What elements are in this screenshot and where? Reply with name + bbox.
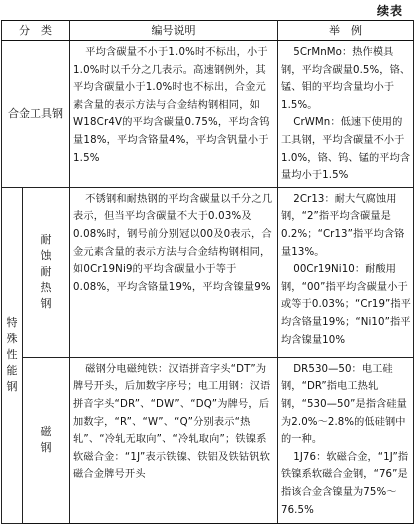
special-steel-label: 特殊性能钢 [6, 316, 18, 394]
table-row-magnetic [2, 357, 414, 523]
table-row-alloy-tool-steel [2, 41, 414, 188]
description-text: 平均含碳量不小于1.0%时不标出，小于1.0%时以千分之几表示。高速钢例外，其平均含碳量小于1.0%时也不标出，合金元素含量的表示方法与合金结构钢相同，如W18Cr4V的平均含碳量0.75%，平均含钨量18%，平均含铬量4%，平均含钒量小于1.5% [73, 47, 270, 164]
subcategory-stainless [23, 187, 70, 357]
example-alloy-tool-steel [278, 41, 414, 188]
table-row-stainless [2, 187, 414, 357]
header-description: 编号说明 [70, 21, 278, 41]
subcategory-magnetic [23, 357, 70, 523]
example-text-1: 2Cr13：耐大气腐蚀用钢，“2”指平均含碳量是0.2%；“Cr13”指平均含铬量13%。 [281, 193, 405, 258]
subcategory-stainless-label: 耐蚀耐热钢 [40, 233, 52, 311]
description-alloy-tool-steel [70, 41, 278, 188]
category-special-steel [2, 187, 23, 523]
example-magnetic [278, 357, 414, 523]
description-stainless [70, 187, 278, 357]
example-text-2: 1J76：软磁合金，“1J”指铁镍系软磁合金钢，“76”是指该合金含镍量为75%～76.5% [281, 451, 409, 516]
category-alloy-tool-steel: 合金工具钢 [2, 41, 70, 188]
description-magnetic [70, 357, 278, 523]
continued-label: 续表 [376, 4, 403, 18]
subcategory-magnetic-label: 磁钢 [40, 425, 52, 455]
example-text-2: 00Cr19Ni10：耐酸用钢，“00”指平均含碳量小于或等于0.03%；“Cr19”指平均含铬量19%；“Ni10”指平均含镍量10% [281, 264, 412, 346]
example-text-1: DR530—50：电工硅钢，“DR”指电工热轧钢，“530—50”是指含硅量为2.0%～2.8%的低硅钢中的一种。 [281, 363, 407, 446]
example-stainless [278, 187, 414, 357]
example-text-2: CrWMn：低速下使用的工具钢，平均含碳量不小于1.0%，铬、钨、锰的平均含量均小于1.5% [281, 117, 411, 182]
example-text-1: 5CrMnMo：热作模具钢，平均含碳量0.5%，铬、锰、钼的平均含量均小于1.5%。 [281, 47, 411, 111]
description-text: 不锈钢和耐热钢的平均含碳量以千分之几表示，但当平均含碳量不大于0.03%及0.08%时，钢号前分别冠以00及0表示，合金元素含量的表示方法与合金结构钢相同，如0Cr19Ni9的平均含碳量小于等于0.08%，平均含铬量19%，平均含镍量9% [73, 193, 273, 293]
table-header-row [2, 21, 414, 41]
header-category: 分 类 [2, 21, 70, 41]
description-text: 磁钢分电磁纯铁：汉语拼音字头“DT”为牌号开头，后加数字序号；电工用钢：汉语拼音字头“DR”、“DW”、“DQ”为牌号，后加数字，“R”、“W”、“Q”分别表示“热轧”、“冷轧无取向”、“冷轧取向”；铁镍系软磁合金：“1J”表示铁镍、铁铝及铁钴钒软磁合金牌号开头 [73, 363, 271, 481]
steel-numbering-table [1, 20, 414, 524]
header-example: 举 例 [278, 21, 414, 41]
